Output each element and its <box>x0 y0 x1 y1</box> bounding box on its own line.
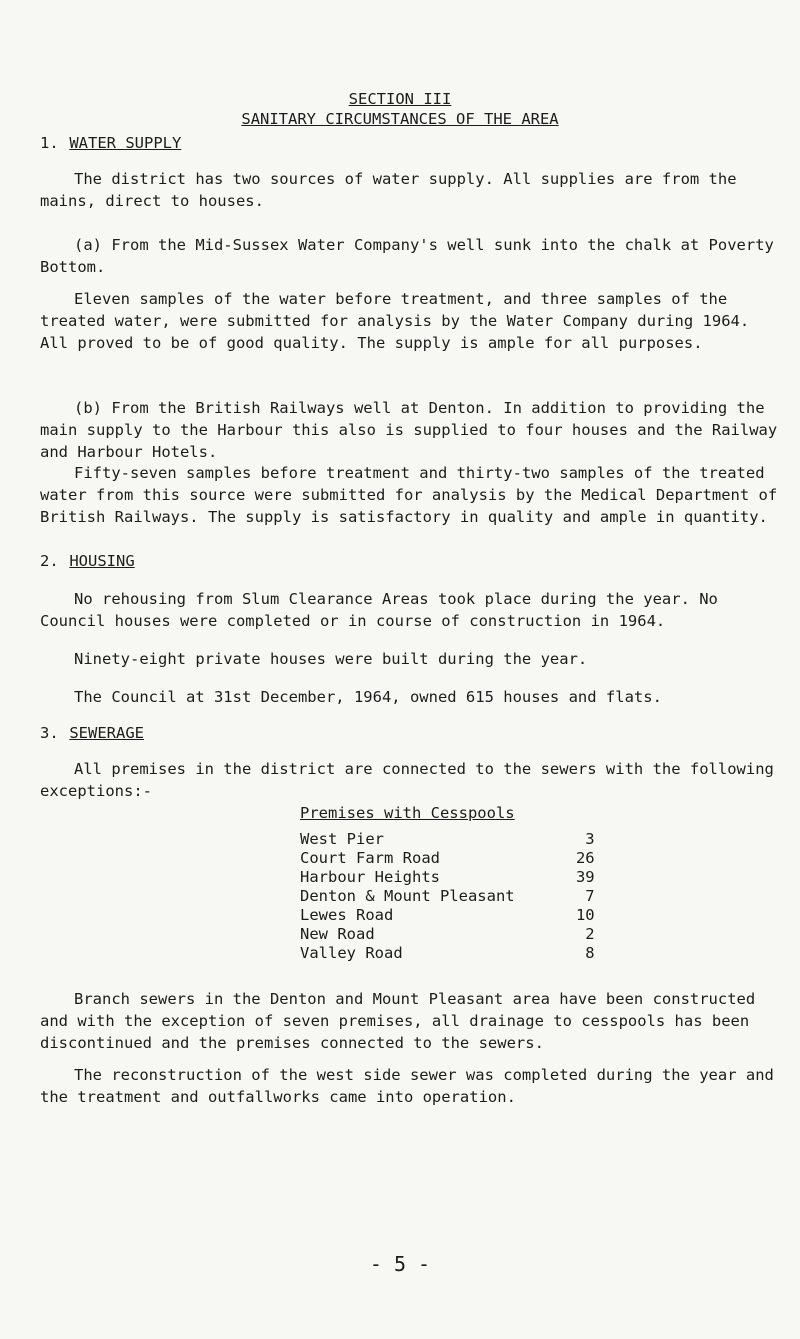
section-title: SECTION III <box>348 90 452 108</box>
sewerage-paragraph-3: The reconstruction of the west side sewer was completed during the year and the treatment and outfallworks came into operation. <box>40 1066 774 1106</box>
table-row <box>300 925 595 944</box>
cesspool-place: Denton & Mount Pleasant <box>300 887 515 905</box>
cesspool-count: 8 <box>585 944 595 962</box>
cesspools-table <box>300 830 595 963</box>
cesspool-place: Lewes Road <box>300 906 394 924</box>
table-row <box>300 849 595 868</box>
housing-paragraph-1: No rehousing from Slum Clearance Areas took place during the year. No Council houses were completed or in course of construction in 1964. <box>40 590 718 630</box>
table-row <box>300 906 595 925</box>
water-paragraph-1: The district has two sources of water supply. All supplies are from the mains, direct to houses. <box>40 170 737 210</box>
sewerage-paragraph-2: Branch sewers in the Denton and Mount Pleasant area have been constructed and with the exception of seven premises, all drainage to cesspools has been discontinued and the premises connected to the sewers. <box>40 990 756 1052</box>
table-row <box>300 868 595 887</box>
section-subtitle: SANITARY CIRCUMSTANCES OF THE AREA <box>241 110 559 128</box>
housing-heading: 2. HOUSING <box>40 552 135 570</box>
water-paragraph-5: Fifty-seven samples before treatment and thirty-two samples of the treated water from this source were submitted for analysis by the Medical Department of British Railways. The supply is satisfactory in quality and ample in quantity. <box>40 464 778 526</box>
cesspool-place: New Road <box>300 925 375 943</box>
sewerage-heading: 3. SEWERAGE <box>40 724 144 742</box>
table-row <box>300 944 595 963</box>
cesspool-count: 3 <box>585 830 595 848</box>
cesspools-table-title: Premises with Cesspools <box>300 804 515 822</box>
water-paragraph-3: Eleven samples of the water before treatment, and three samples of the treated water, were submitted for analysis by the Water Company during 1964. All proved to be of good quality. The supply is ample for all purposes. <box>40 290 750 352</box>
cesspool-place: Court Farm Road <box>300 849 440 867</box>
sewerage-paragraph-1: All premises in the district are connected to the sewers with the following exceptions:- <box>40 760 774 800</box>
table-row <box>300 887 595 906</box>
cesspool-count: 39 <box>575 868 595 886</box>
cesspool-count: 10 <box>575 906 595 924</box>
cesspool-count: 26 <box>575 849 595 867</box>
cesspool-count: 7 <box>585 887 595 905</box>
cesspool-place: Valley Road <box>300 944 403 962</box>
water-paragraph-4: (b) From the British Railways well at Denton. In addition to providing the main supply to the Harbour this also is supplied to four houses and the Railway and Harbour Hotels. <box>40 399 778 461</box>
table-row <box>300 830 595 849</box>
water-supply-heading: 1. WATER SUPPLY <box>40 134 182 152</box>
housing-paragraph-2: Ninety-eight private houses were built during the year. <box>74 650 588 668</box>
cesspool-place: West Pier <box>300 830 384 848</box>
cesspool-count: 2 <box>585 925 595 943</box>
page-number: - 5 - <box>369 1252 431 1276</box>
water-paragraph-2: (a) From the Mid-Sussex Water Company's well sunk into the chalk at Poverty Bottom. <box>40 236 774 276</box>
housing-paragraph-3: The Council at 31st December, 1964, owned 615 houses and flats. <box>74 688 662 706</box>
cesspool-place: Harbour Heights <box>300 868 440 886</box>
